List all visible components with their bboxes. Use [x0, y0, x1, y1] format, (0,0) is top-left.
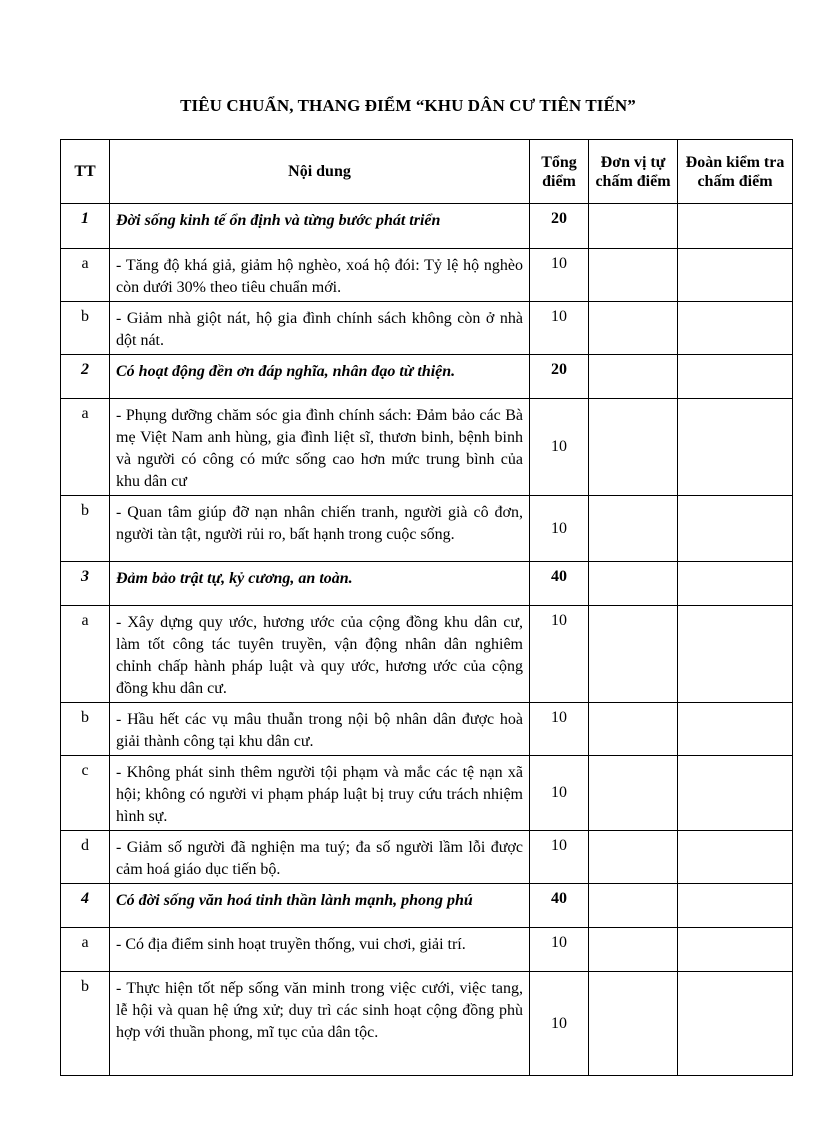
row-content: - Xây dựng quy ước, hương ước của cộng đồng khu dân cư, làm tốt công tác tuyên truyền, vận động nhân dân nghiêm chỉnh chấp hành pháp luật và quy ước, hương ước của cộng đồng khu dân cư. — [110, 606, 530, 703]
row-self-score-cell — [589, 928, 678, 972]
row-total-score: 10 — [530, 496, 589, 562]
row-total-score: 40 — [530, 562, 589, 606]
table-row — [61, 972, 793, 1076]
row-inspection-score-cell — [678, 756, 793, 831]
row-total-score: 10 — [530, 928, 589, 972]
row-inspection-score-cell — [678, 496, 793, 562]
row-self-score-cell — [589, 302, 678, 355]
row-content: - Hầu hết các vụ mâu thuẫn trong nội bộ nhân dân được hoà giải thành công tại khu dân cư. — [110, 703, 530, 756]
row-index: a — [61, 606, 110, 703]
row-index: a — [61, 249, 110, 302]
row-self-score-cell — [589, 496, 678, 562]
row-content: Đời sống kinh tế ổn định và từng bước phát triển — [110, 204, 530, 249]
row-content: - Thực hiện tốt nếp sống văn minh trong việc cưới, việc tang, lễ hội và quan hệ ứng xử; duy trì các sinh hoạt cộng đồng phù hợp với thuần phong, mĩ tục của dân tộc. — [110, 972, 530, 1076]
table-row — [61, 302, 793, 355]
row-total-score: 40 — [530, 884, 589, 928]
header-self-score: Đơn vị tự chấm điểm — [589, 140, 678, 204]
row-index: b — [61, 703, 110, 756]
row-index: b — [61, 972, 110, 1076]
header-total-score: Tổng điểm — [530, 140, 589, 204]
row-index: b — [61, 302, 110, 355]
row-total-score: 10 — [530, 302, 589, 355]
document-title: TIÊU CHUẨN, THANG ĐIỂM “KHU DÂN CƯ TIÊN TIẾN” — [180, 96, 636, 115]
row-total-score: 10 — [530, 831, 589, 884]
row-self-score-cell — [589, 831, 678, 884]
table-row — [61, 703, 793, 756]
row-total-score: 10 — [530, 606, 589, 703]
row-content: - Có địa điểm sinh hoạt truyền thống, vui chơi, giải trí. — [110, 928, 530, 972]
header-inspection-score: Đoàn kiểm tra chấm điểm — [678, 140, 793, 204]
section-row — [61, 562, 793, 606]
row-content: Có hoạt động đền ơn đáp nghĩa, nhân đạo từ thiện. — [110, 355, 530, 399]
row-inspection-score-cell — [678, 399, 793, 496]
row-total-score: 10 — [530, 399, 589, 496]
row-self-score-cell — [589, 756, 678, 831]
row-total-score: 10 — [530, 972, 589, 1076]
row-content: - Phụng dưỡng chăm sóc gia đình chính sách: Đảm bảo các Bà mẹ Việt Nam anh hùng, gia đình liệt sĩ, thươn binh, bệnh binh và người có công có mức sống cao hơn mức trung bình của khu dân cư — [110, 399, 530, 496]
row-index: d — [61, 831, 110, 884]
row-self-score-cell — [589, 703, 678, 756]
table-row — [61, 399, 793, 496]
row-self-score-cell — [589, 972, 678, 1076]
table-row — [61, 606, 793, 703]
row-self-score-cell — [589, 606, 678, 703]
section-row — [61, 204, 793, 249]
row-inspection-score-cell — [678, 204, 793, 249]
row-inspection-score-cell — [678, 606, 793, 703]
row-index: b — [61, 496, 110, 562]
row-content: - Giảm nhà giột nát, hộ gia đình chính sách không còn ở nhà dột nát. — [110, 302, 530, 355]
row-self-score-cell — [589, 399, 678, 496]
row-inspection-score-cell — [678, 355, 793, 399]
row-inspection-score-cell — [678, 928, 793, 972]
table-row — [61, 756, 793, 831]
row-inspection-score-cell — [678, 249, 793, 302]
section-row — [61, 884, 793, 928]
row-content: - Giảm số người đã nghiện ma tuý; đa số người lầm lỗi được cảm hoá giáo dục tiến bộ. — [110, 831, 530, 884]
table-row — [61, 928, 793, 972]
row-self-score-cell — [589, 884, 678, 928]
row-self-score-cell — [589, 562, 678, 606]
row-total-score: 20 — [530, 204, 589, 249]
row-index: 3 — [61, 562, 110, 606]
row-total-score: 10 — [530, 756, 589, 831]
row-index: 4 — [61, 884, 110, 928]
row-content: Đảm bảo trật tự, kỷ cương, an toàn. — [110, 562, 530, 606]
row-inspection-score-cell — [678, 302, 793, 355]
header-row — [61, 140, 793, 204]
row-self-score-cell — [589, 355, 678, 399]
row-content: - Tăng độ khá giả, giảm hộ nghèo, xoá hộ đói: Tỷ lệ hộ nghèo còn dưới 30% theo tiêu chuẩn mới. — [110, 249, 530, 302]
row-content: - Không phát sinh thêm người tội phạm và mắc các tệ nạn xã hội; không có người vi phạm pháp luật bị truy cứu trách nhiệm hình sự. — [110, 756, 530, 831]
row-self-score-cell — [589, 204, 678, 249]
row-index: 1 — [61, 204, 110, 249]
row-index: a — [61, 399, 110, 496]
row-total-score: 20 — [530, 355, 589, 399]
row-inspection-score-cell — [678, 703, 793, 756]
table-row — [61, 831, 793, 884]
row-index: a — [61, 928, 110, 972]
row-inspection-score-cell — [678, 562, 793, 606]
header-tt: TT — [61, 140, 110, 204]
row-total-score: 10 — [530, 703, 589, 756]
row-total-score: 10 — [530, 249, 589, 302]
header-content: Nội dung — [110, 140, 530, 204]
row-content: - Quan tâm giúp đỡ nạn nhân chiến tranh, người già cô đơn, người tàn tật, người rủi ro, bất hạnh trong cuộc sống. — [110, 496, 530, 562]
row-content: Có đời sống văn hoá tinh thần lành mạnh, phong phú — [110, 884, 530, 928]
table-row — [61, 249, 793, 302]
row-index: 2 — [61, 355, 110, 399]
row-inspection-score-cell — [678, 884, 793, 928]
criteria-table — [60, 139, 793, 1076]
row-inspection-score-cell — [678, 831, 793, 884]
section-row — [61, 355, 793, 399]
row-inspection-score-cell — [678, 972, 793, 1076]
table-row — [61, 496, 793, 562]
row-self-score-cell — [589, 249, 678, 302]
row-index: c — [61, 756, 110, 831]
